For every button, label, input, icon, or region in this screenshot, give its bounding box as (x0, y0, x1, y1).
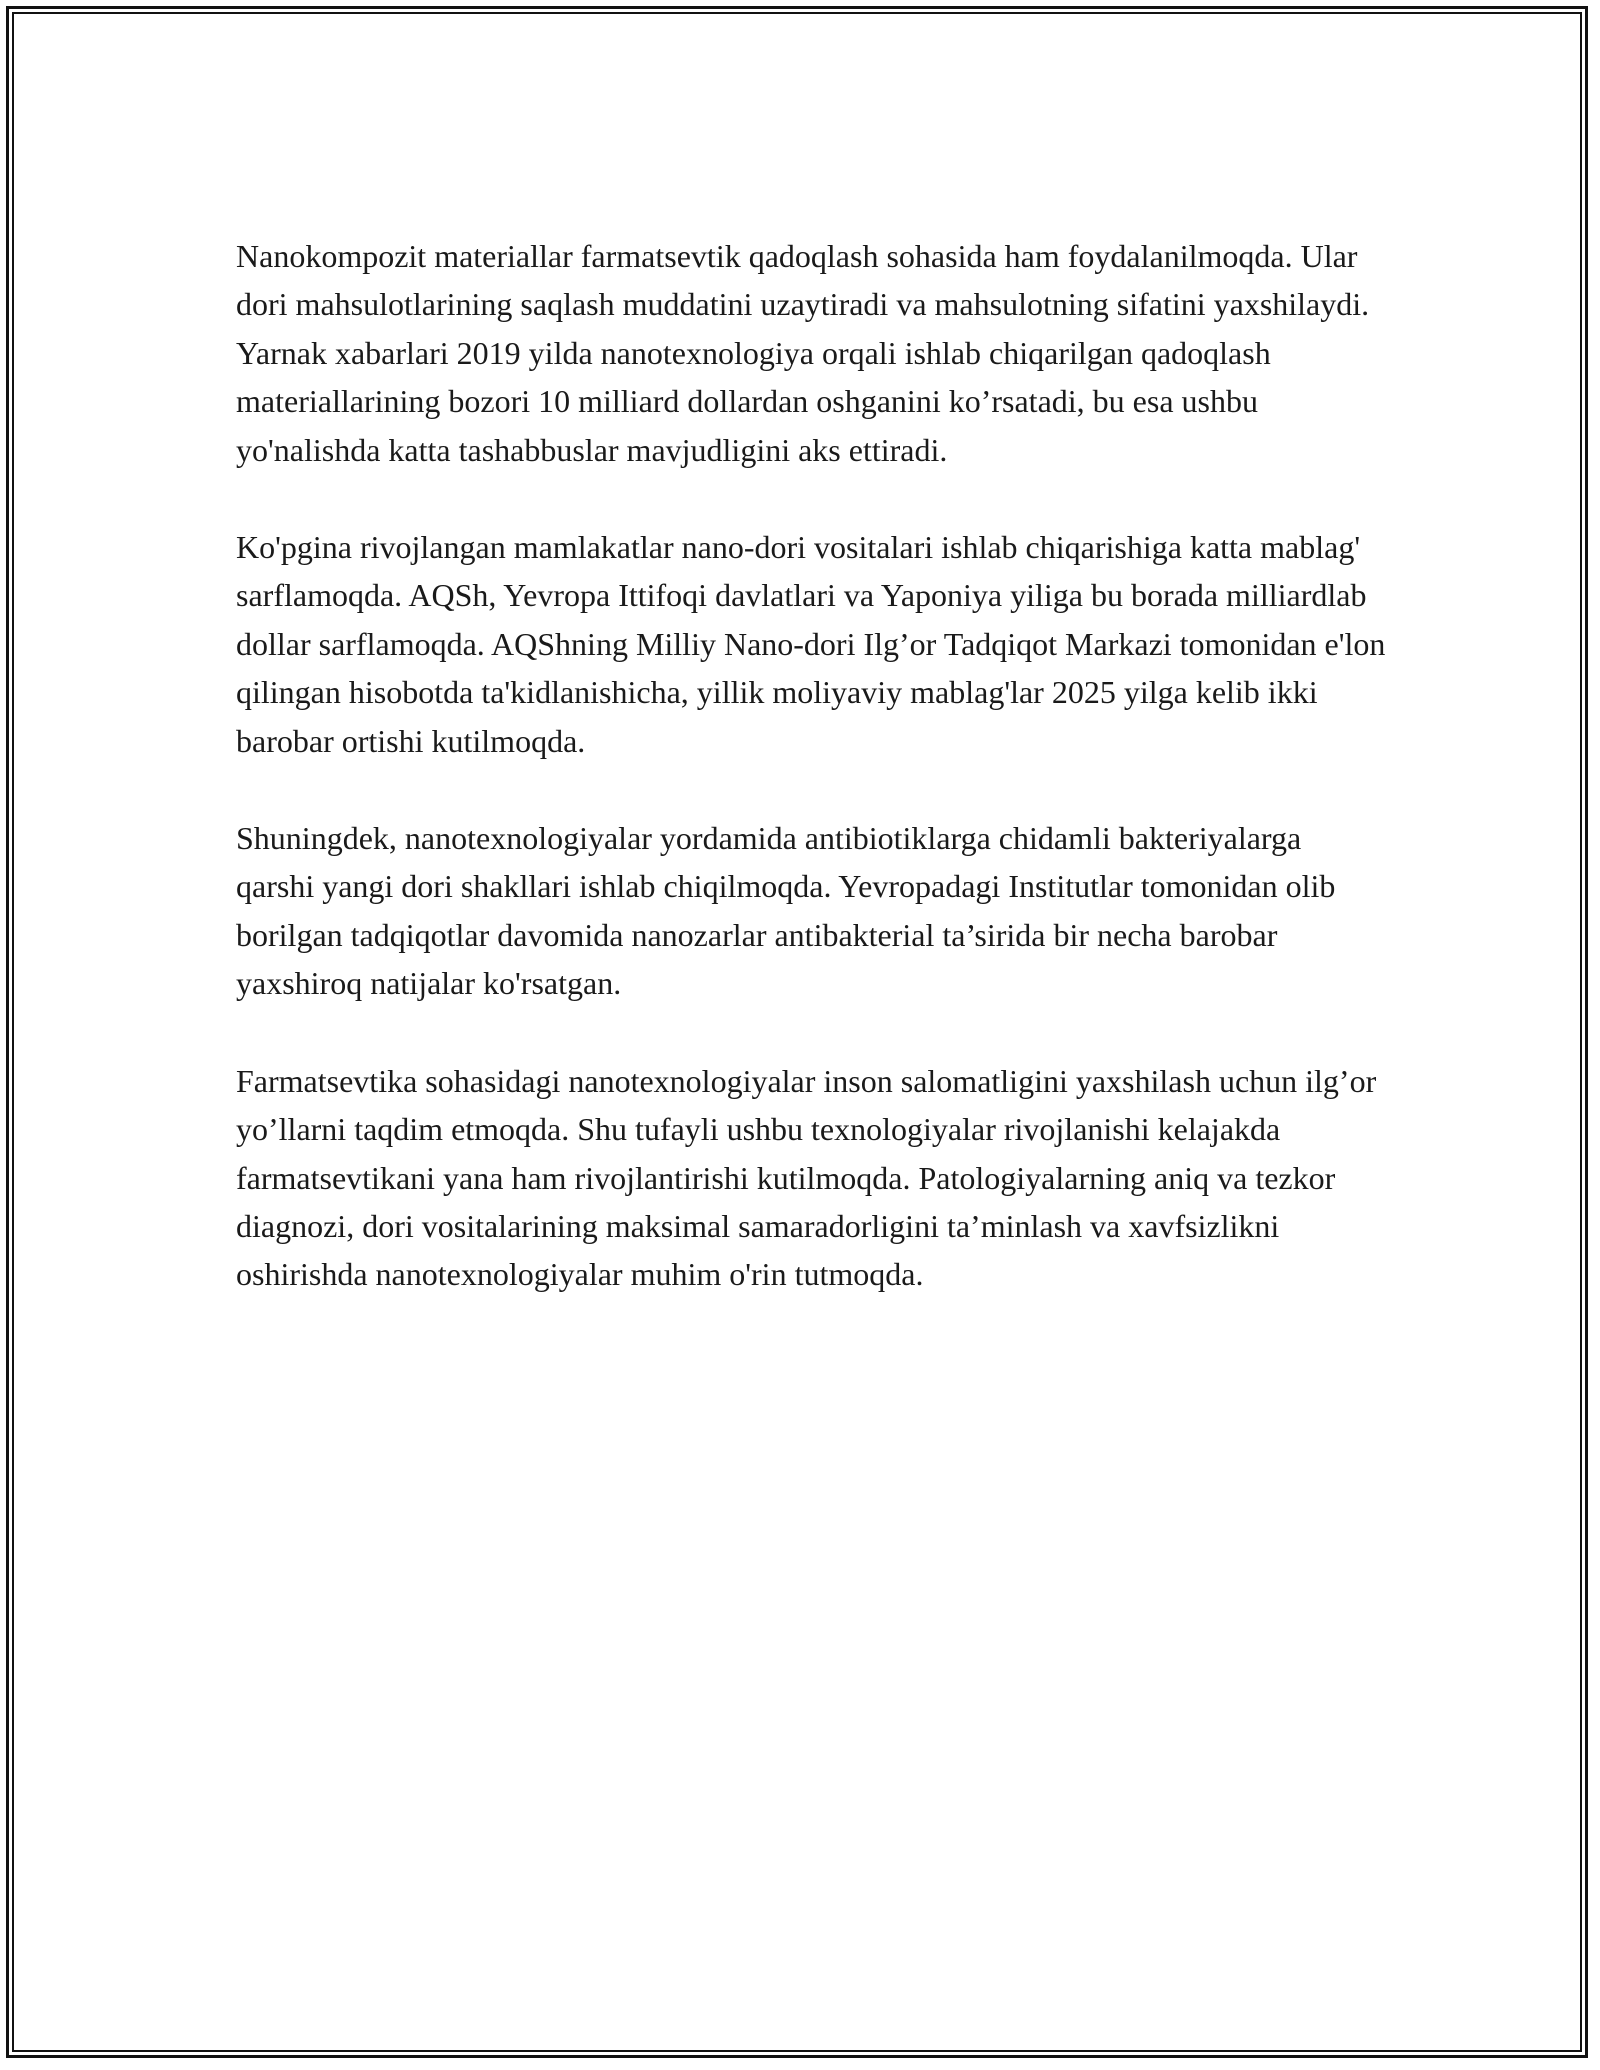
paragraph-1: Nanokompozit materiallar farmatsevtik qadoqlash sohasida ham foydalanilmoqda. Ular dori mahsulotlarining saqlash muddatini uzaytiradi va mahsulotning sifatini yaxshilaydi. Yarnak xabarlari 2019 yilda nanotexnologiya orqali ishlab chiqarilgan qadoqlash materiallarining bozori 10 milliard dollardan oshganini ko’rsatadi, bu esa ushbu yo'nalishda katta tashabbuslar mavjudligini aks ettiradi. (236, 238, 1370, 468)
document-body (236, 232, 1386, 1299)
paragraph-3: Shuningdek, nanotexnologiyalar yordamida antibiotiklarga chidamli bakteriyalarga qarshi yangi dori shakllari ishlab chiqilmoqda. Yevropadagi Institutlar tomonidan olib borilgan tadqiqotlar davomida nanozarlar antibakterial ta’sirida bir necha barobar yaxshiroq natijalar ko'rsatgan. (236, 820, 1336, 1002)
paragraph-4: Farmatsevtika sohasidagi nanotexnologiyalar inson salomatligini yaxshilash uchun ilg’or yo’llarni taqdim etmoqda. Shu tufayli ushbu texnologiyalar rivojlanishi kelajakda farmatsevtikani yana ham rivojlantirishi kutilmoqda. Patologiyalarning aniq va tezkor diagnozi, dori vositalarining maksimal samaradorligini ta’minlash va xavfsizlikni oshirishda nanotexnologiyalar muhim o'rin tutmoqda. (236, 1062, 1377, 1293)
paragraph-2: Ko'pgina rivojlangan mamlakatlar nano-dori vositalari ishlab chiqarishiga katta mablag' sarflamoqda. AQSh, Yevropa Ittifoqi davlatlari va Yaponiya yiliga bu borada milliardlab dollar sarflamoqda. AQShning Milliy Nano-dori Ilg’or Tadqiqot Markazi tomonidan e'lon qilingan hisobotda ta'kidlanishicha, yillik moliyaviy mablag'lar 2025 yilga kelib ikki barobar ortishi kutilmoqda. (236, 529, 1386, 759)
